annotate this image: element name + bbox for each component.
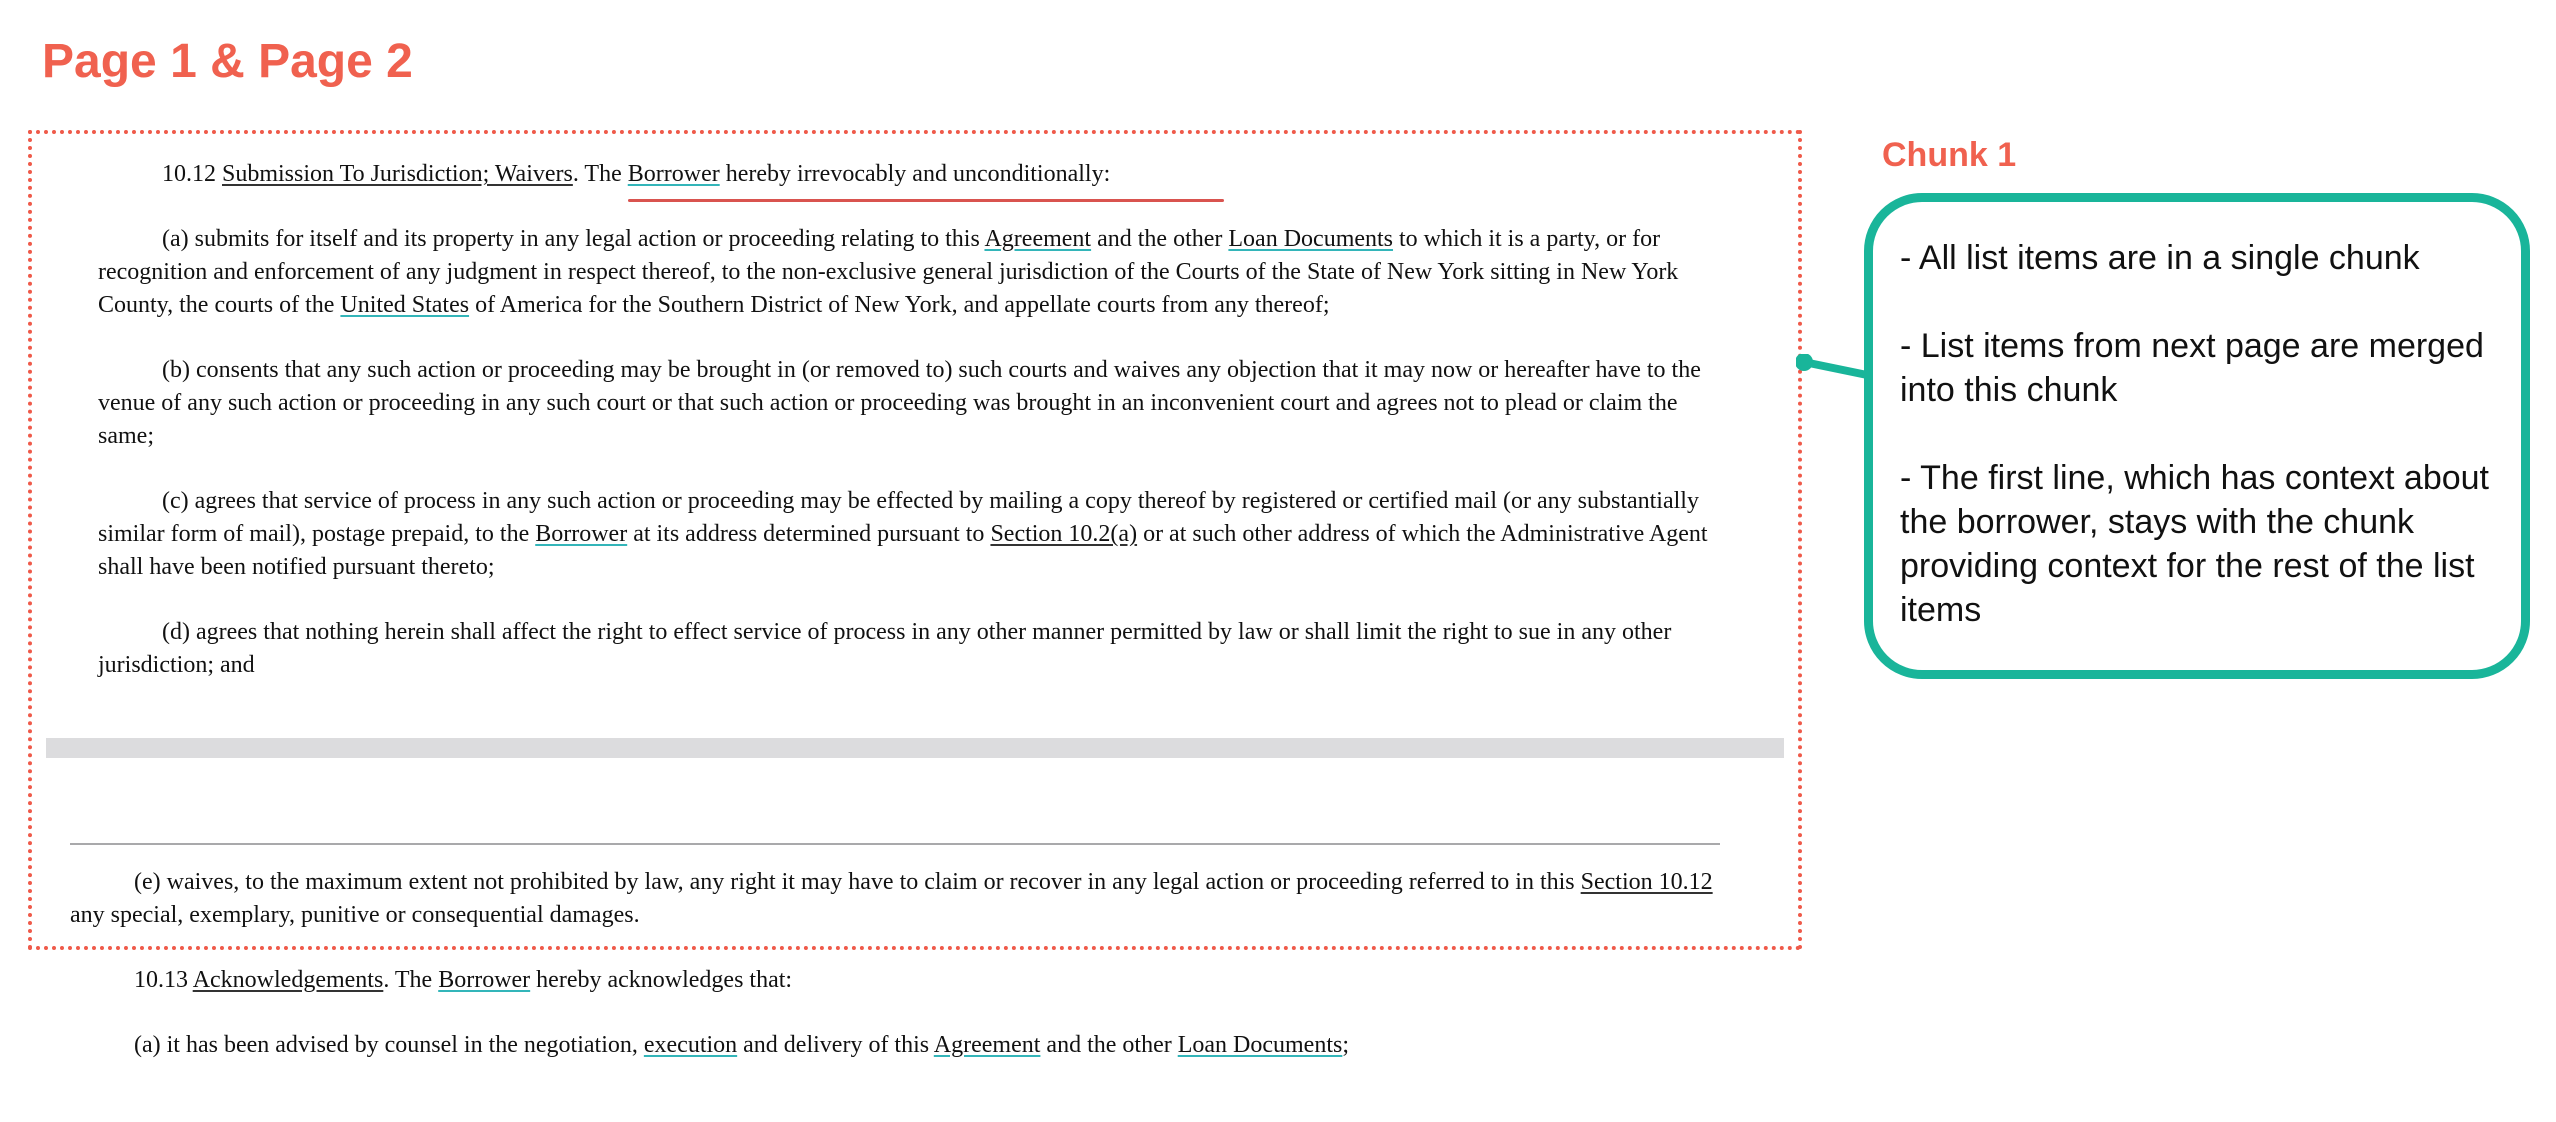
text-run: and the other — [1091, 226, 1229, 252]
list-item-b — [98, 354, 1738, 453]
document-page-2 — [70, 866, 1740, 932]
text-run: hereby irrevocably and unconditionally: — [719, 161, 1111, 187]
defined-term-borrower[interactable]: Borrower — [438, 967, 531, 993]
section-10-13-heading — [70, 964, 1740, 997]
red-underline-mark — [628, 199, 1224, 202]
defined-term-borrower[interactable]: Borrower — [535, 521, 628, 547]
callout-notes — [1900, 236, 2500, 632]
callout-title: Chunk 1 — [1882, 136, 2017, 174]
list-item-e — [70, 866, 1740, 932]
text-run: . The — [383, 967, 439, 993]
text-run: or at such other address of which the Administrative Agent shall have been notified pursuant thereto; — [98, 521, 1708, 580]
defined-term-borrower[interactable]: Borrower — [627, 161, 720, 187]
text-run: (e) waives, to the maximum extent not prohibited by law, any right it may have to claim or recover in any legal action or proceeding referred to in this — [134, 869, 1581, 895]
text-run: (a) it has been advised by counsel in the negotiation, — [134, 1032, 644, 1058]
section-title: Acknowledgements — [192, 967, 384, 993]
defined-term-execution[interactable]: execution — [643, 1032, 738, 1058]
defined-term-agreement[interactable]: Agreement — [984, 226, 1092, 252]
section-number: 10.12 — [162, 161, 222, 187]
section-reference[interactable]: Section 10.2(a) — [990, 521, 1138, 547]
text-run: of America for the Southern District of New York, and appellate courts from any thereof; — [469, 292, 1330, 318]
text-run: hereby acknowledges that: — [530, 967, 793, 993]
section-title: Submission To Jurisdiction; Waivers — [222, 161, 573, 187]
list-item-d — [98, 616, 1738, 682]
text-run: ; — [1342, 1032, 1350, 1058]
page-break-gap — [46, 738, 1784, 758]
text-run: (a) submits for itself and its property in any legal action or proceeding relating to this — [162, 226, 985, 252]
callout-point: - All list items are in a single chunk — [1900, 239, 2420, 277]
text-run: (c) agrees that service of process in any such action or proceeding may be effected by mailing a copy thereof by registered or certified mail (or any substantially similar form of mail), postage prepaid, to the — [98, 488, 1699, 547]
text-run: and the other — [1040, 1032, 1178, 1058]
document-page-1 — [98, 158, 1738, 682]
defined-term-loan-documents[interactable]: Loan Documents — [1177, 1032, 1343, 1058]
text-run: to which it is a party, or for recognition and enforcement of any judgment in respect thereof, to the non-exclusive general jurisdiction of the Courts of the State of New York sitting in New York County, the courts of the — [98, 226, 1679, 318]
text-run: (b) consents that any such action or proceeding may be brought in (or removed to) such courts and waives any objection that it may now or hereafter have to the venue of any such action or proceeding in any such court or that such action or proceeding was brought in an inconvenient court and agrees not to plead or claim the same; — [98, 357, 1701, 449]
text-run: . The — [572, 161, 628, 187]
defined-term-united-states[interactable]: United States — [340, 292, 470, 318]
text-run: at its address determined pursuant to — [627, 521, 991, 547]
list-item-c — [98, 485, 1738, 584]
defined-term-loan-documents[interactable]: Loan Documents — [1228, 226, 1394, 252]
text-run: (d) agrees that nothing herein shall affect the right to effect service of process in any other manner permitted by law or shall limit the right to sue in any other jurisdiction; and — [98, 619, 1672, 678]
section-number: 10.13 — [134, 967, 193, 993]
document-page-2-continued — [70, 964, 1740, 1062]
section-reference[interactable]: Section 10.12 — [1580, 869, 1713, 895]
callout-point: - List items from next page are merged into this chunk — [1900, 327, 2484, 409]
defined-term-agreement[interactable]: Agreement — [933, 1032, 1041, 1058]
page-heading: Page 1 & Page 2 — [42, 35, 413, 88]
callout-point: - The first line, which has context about the borrower, stays with the chunk providing context for the rest of the list items — [1900, 459, 2490, 629]
text-run: and delivery of this — [737, 1032, 934, 1058]
text-run: any special, exemplary, punitive or consequential damages. — [70, 902, 640, 928]
section-10-12-heading — [98, 158, 1738, 191]
list-item-a — [98, 223, 1738, 322]
page-header-rule — [70, 843, 1720, 845]
section-10-13-item-a — [70, 1029, 1740, 1062]
